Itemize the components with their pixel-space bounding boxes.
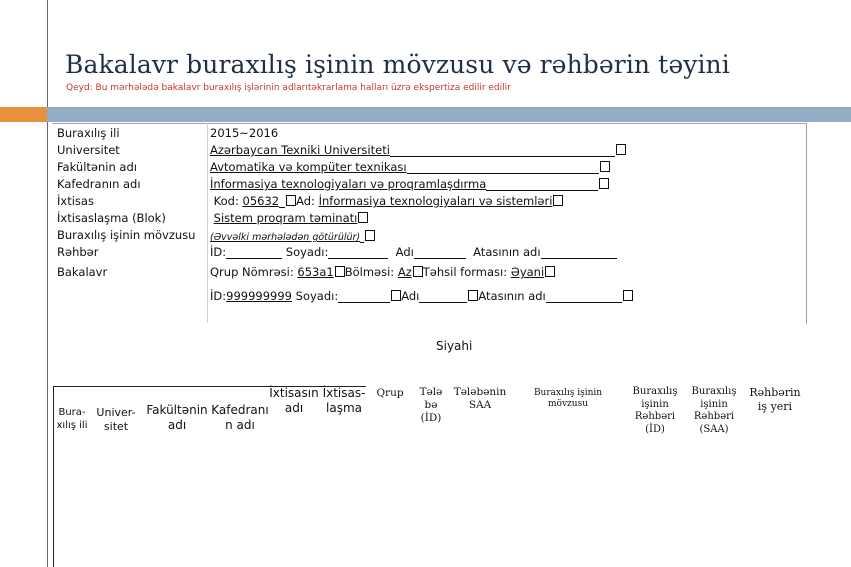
dropdown-box-icon[interactable]	[553, 195, 563, 206]
accent-bar-orange	[0, 107, 47, 122]
student-id: 999999999	[226, 289, 292, 303]
value-student-row[interactable]	[210, 289, 633, 303]
label-year: Buraxılış ili	[57, 126, 120, 140]
dropdown-box-icon[interactable]	[600, 161, 610, 172]
label-topic: Buraxılış işinin mövzusu	[57, 228, 196, 242]
dropdown-box-icon[interactable]	[358, 212, 368, 223]
header-topic: Buraxılış işinin mövzusu	[533, 388, 603, 410]
supervisor-surname-label: Soyadı:	[285, 245, 329, 259]
label-department: Kafedranın adı	[57, 177, 141, 191]
header-specialization: İxtisas- laşma	[322, 386, 366, 415]
header-department: Kafedranı n adı	[211, 403, 269, 432]
page-title: Bakalavr buraxılış işinin mövzusu və rəhbərin təyini	[65, 50, 730, 79]
list-title: Siyahi	[436, 339, 473, 353]
group-value: 653a1	[297, 265, 334, 279]
form-column-divider	[207, 123, 208, 323]
header-group: Qrup	[376, 387, 404, 399]
header-faculty: Fakültənin adı	[146, 403, 208, 432]
topic-hint: (Əvvəlki mərhələdən götürülür)	[210, 232, 361, 243]
value-year[interactable]: 2015~2016	[210, 126, 279, 140]
note-text: Qeyd: Bu mərhələdə bakalavr buraxılış işlərinin adlarıtəkrarlama halları üzrə ekspertiza edilir edilir	[66, 83, 511, 93]
dropdown-box-icon[interactable]	[286, 195, 296, 206]
label-faculty: Fakültənin adı	[57, 160, 137, 174]
supervisor-id-label: İD:	[210, 245, 227, 259]
value-supervisor[interactable]	[210, 245, 617, 259]
value-specialty[interactable]	[210, 194, 563, 208]
table-border-left	[53, 386, 54, 567]
value-faculty[interactable]	[210, 160, 610, 174]
value-topic[interactable]	[210, 229, 375, 243]
university-text: Azərbaycan Texniki Universiteti	[210, 143, 390, 157]
dropdown-box-icon[interactable]	[599, 178, 609, 189]
header-supervisor-id: Buraxılış işinin Rəhbəri (İD)	[632, 386, 678, 435]
value-specialization[interactable]	[210, 211, 368, 225]
student-id-label: İD:	[210, 289, 227, 303]
faculty-text: Avtomatika və kompüter texnikası	[210, 160, 407, 174]
section-value: Az	[397, 265, 412, 279]
section-label: Bölməsi:	[344, 265, 395, 279]
value-department[interactable]	[210, 177, 609, 191]
dropdown-box-icon[interactable]	[623, 290, 633, 301]
value-group-row[interactable]	[210, 265, 555, 279]
header-year: Bura- xılış ili	[56, 407, 88, 431]
dropdown-box-icon[interactable]	[468, 290, 478, 301]
dropdown-box-icon[interactable]	[335, 266, 345, 277]
dropdown-box-icon[interactable]	[616, 144, 626, 155]
dropdown-box-icon[interactable]	[391, 290, 401, 301]
label-specialization: İxtisaslaşma (Blok)	[57, 211, 166, 225]
student-name-label: Adı	[401, 289, 420, 303]
header-student-saa: Tələbənin SAA	[453, 386, 507, 412]
student-patronymic-label: Atasının adı	[478, 289, 546, 303]
dropdown-box-icon[interactable]	[365, 230, 375, 241]
value-university[interactable]	[210, 143, 626, 157]
header-specialty: İxtisasın adı	[269, 386, 319, 415]
specialization-text: Sistem proqram təminatı	[213, 211, 358, 225]
specialty-code: 05632	[242, 194, 280, 208]
header-university: Univer- sitet	[96, 406, 136, 433]
edu-form-label: Təhsil forması:	[422, 265, 508, 279]
header-supervisor-saa: Buraxılış işinin Rəhbəri (SAA)	[691, 386, 737, 435]
group-label: Qrup Nömrəsi:	[210, 265, 294, 279]
divider-bottom	[47, 122, 48, 567]
department-text: İnformasiya texnologiyaları və proqramlaşdırma	[210, 177, 487, 191]
label-specialty: İxtisas	[57, 194, 94, 208]
specialty-name-label: Ad:	[296, 194, 315, 208]
header-workplace: Rəhbərin iş yeri	[749, 386, 801, 413]
label-university: Universitet	[57, 143, 120, 157]
specialty-name: İnformasiya texnologiyaları və sistemləri	[318, 194, 553, 208]
specialty-code-label: Kod:	[213, 194, 239, 208]
header-student-id: Tələ bə (İD)	[419, 386, 443, 425]
divider-top	[47, 0, 48, 107]
dropdown-box-icon[interactable]	[413, 266, 423, 277]
supervisor-name-label: Adı	[395, 245, 414, 259]
label-supervisor: Rəhbər	[57, 245, 99, 259]
supervisor-patronymic-label: Atasının adı	[473, 245, 541, 259]
student-surname-label: Soyadı:	[295, 289, 339, 303]
accent-bar-slate	[47, 107, 851, 122]
edu-form-value: Əyani	[510, 265, 545, 279]
label-bachelor: Bakalavr	[57, 265, 108, 279]
dropdown-box-icon[interactable]	[545, 266, 555, 277]
